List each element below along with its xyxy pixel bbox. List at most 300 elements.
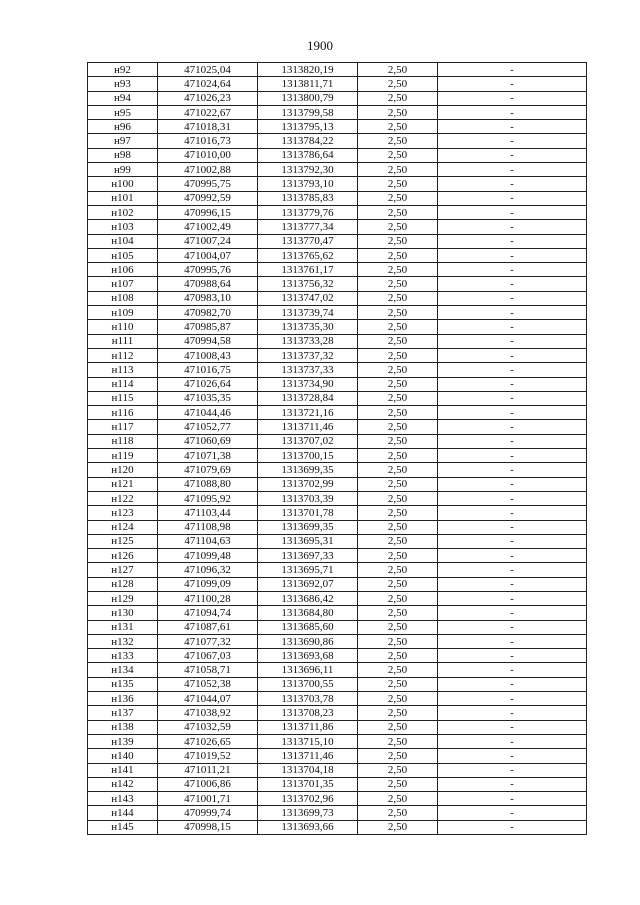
accuracy-cell: 2,50	[358, 63, 438, 77]
point-id-cell: н130	[88, 606, 158, 620]
x-coordinate-cell: 471099,48	[158, 549, 258, 563]
point-id-cell: н129	[88, 591, 158, 605]
accuracy-cell: 2,50	[358, 734, 438, 748]
y-coordinate-cell: 1313699,35	[258, 520, 358, 534]
table-row	[88, 148, 587, 162]
point-id-cell: н118	[88, 434, 158, 448]
accuracy-cell: 2,50	[358, 563, 438, 577]
table-row	[88, 234, 587, 248]
point-id-cell: н123	[88, 506, 158, 520]
y-coordinate-cell: 1313747,02	[258, 291, 358, 305]
table-row	[88, 120, 587, 134]
notes-cell: -	[438, 777, 587, 791]
notes-cell: -	[438, 692, 587, 706]
table-row	[88, 777, 587, 791]
table-row	[88, 763, 587, 777]
point-id-cell: н120	[88, 463, 158, 477]
point-id-cell: н135	[88, 677, 158, 691]
point-id-cell: н105	[88, 248, 158, 262]
table-row	[88, 163, 587, 177]
table-row	[88, 606, 587, 620]
notes-cell: -	[438, 549, 587, 563]
y-coordinate-cell: 1313737,32	[258, 348, 358, 362]
accuracy-cell: 2,50	[358, 377, 438, 391]
accuracy-cell: 2,50	[358, 191, 438, 205]
point-id-cell: н93	[88, 77, 158, 91]
table-row	[88, 806, 587, 820]
accuracy-cell: 2,50	[358, 391, 438, 405]
table-row	[88, 706, 587, 720]
notes-cell: -	[438, 348, 587, 362]
y-coordinate-cell: 1313686,42	[258, 591, 358, 605]
notes-cell: -	[438, 420, 587, 434]
accuracy-cell: 2,50	[358, 406, 438, 420]
accuracy-cell: 2,50	[358, 792, 438, 806]
point-id-cell: н128	[88, 577, 158, 591]
x-coordinate-cell: 471024,64	[158, 77, 258, 91]
notes-cell: -	[438, 663, 587, 677]
x-coordinate-cell: 471032,59	[158, 720, 258, 734]
accuracy-cell: 2,50	[358, 706, 438, 720]
point-id-cell: н124	[88, 520, 158, 534]
x-coordinate-cell: 471004,07	[158, 248, 258, 262]
y-coordinate-cell: 1313733,28	[258, 334, 358, 348]
table-row	[88, 491, 587, 505]
x-coordinate-cell: 471096,32	[158, 563, 258, 577]
accuracy-cell: 2,50	[358, 291, 438, 305]
x-coordinate-cell: 471104,63	[158, 534, 258, 548]
table-row	[88, 692, 587, 706]
notes-cell: -	[438, 591, 587, 605]
accuracy-cell: 2,50	[358, 277, 438, 291]
y-coordinate-cell: 1313692,07	[258, 577, 358, 591]
table-row	[88, 620, 587, 634]
accuracy-cell: 2,50	[358, 306, 438, 320]
x-coordinate-cell: 471001,71	[158, 792, 258, 806]
table-row	[88, 134, 587, 148]
x-coordinate-cell: 471103,44	[158, 506, 258, 520]
notes-cell: -	[438, 177, 587, 191]
accuracy-cell: 2,50	[358, 449, 438, 463]
notes-cell: -	[438, 534, 587, 548]
point-id-cell: н133	[88, 649, 158, 663]
notes-cell: -	[438, 134, 587, 148]
notes-cell: -	[438, 491, 587, 505]
point-id-cell: н136	[88, 692, 158, 706]
table-row	[88, 420, 587, 434]
accuracy-cell: 2,50	[358, 491, 438, 505]
y-coordinate-cell: 1313761,17	[258, 263, 358, 277]
table-row	[88, 563, 587, 577]
y-coordinate-cell: 1313785,83	[258, 191, 358, 205]
y-coordinate-cell: 1313715,10	[258, 734, 358, 748]
x-coordinate-cell: 471016,75	[158, 363, 258, 377]
y-coordinate-cell: 1313756,32	[258, 277, 358, 291]
notes-cell: -	[438, 620, 587, 634]
table-row	[88, 734, 587, 748]
notes-cell: -	[438, 320, 587, 334]
point-id-cell: н132	[88, 634, 158, 648]
y-coordinate-cell: 1313711,86	[258, 720, 358, 734]
accuracy-cell: 2,50	[358, 91, 438, 105]
table-row	[88, 263, 587, 277]
y-coordinate-cell: 1313799,58	[258, 105, 358, 119]
accuracy-cell: 2,50	[358, 77, 438, 91]
y-coordinate-cell: 1313699,73	[258, 806, 358, 820]
x-coordinate-cell: 471010,00	[158, 148, 258, 162]
notes-cell: -	[438, 277, 587, 291]
notes-cell: -	[438, 63, 587, 77]
notes-cell: -	[438, 449, 587, 463]
x-coordinate-cell: 471077,32	[158, 634, 258, 648]
point-id-cell: н112	[88, 348, 158, 362]
y-coordinate-cell: 1313793,10	[258, 177, 358, 191]
table-row	[88, 449, 587, 463]
x-coordinate-cell: 471022,67	[158, 105, 258, 119]
accuracy-cell: 2,50	[358, 420, 438, 434]
notes-cell: -	[438, 363, 587, 377]
y-coordinate-cell: 1313702,99	[258, 477, 358, 491]
x-coordinate-cell: 471026,64	[158, 377, 258, 391]
accuracy-cell: 2,50	[358, 506, 438, 520]
table-row	[88, 63, 587, 77]
accuracy-cell: 2,50	[358, 720, 438, 734]
notes-cell: -	[438, 163, 587, 177]
x-coordinate-cell: 470988,64	[158, 277, 258, 291]
x-coordinate-cell: 471008,43	[158, 348, 258, 362]
point-id-cell: н99	[88, 163, 158, 177]
point-id-cell: н98	[88, 148, 158, 162]
x-coordinate-cell: 471038,92	[158, 706, 258, 720]
table-row	[88, 677, 587, 691]
point-id-cell: н125	[88, 534, 158, 548]
table-row	[88, 520, 587, 534]
accuracy-cell: 2,50	[358, 248, 438, 262]
table-row	[88, 191, 587, 205]
accuracy-cell: 2,50	[358, 591, 438, 605]
table-row	[88, 577, 587, 591]
point-id-cell: н131	[88, 620, 158, 634]
x-coordinate-cell: 470995,75	[158, 177, 258, 191]
x-coordinate-cell: 471016,73	[158, 134, 258, 148]
y-coordinate-cell: 1313702,96	[258, 792, 358, 806]
x-coordinate-cell: 471006,86	[158, 777, 258, 791]
x-coordinate-cell: 471079,69	[158, 463, 258, 477]
point-id-cell: н117	[88, 420, 158, 434]
y-coordinate-cell: 1313721,16	[258, 406, 358, 420]
table-row	[88, 649, 587, 663]
x-coordinate-cell: 470982,70	[158, 306, 258, 320]
y-coordinate-cell: 1313700,55	[258, 677, 358, 691]
y-coordinate-cell: 1313685,60	[258, 620, 358, 634]
y-coordinate-cell: 1313765,62	[258, 248, 358, 262]
y-coordinate-cell: 1313700,15	[258, 449, 358, 463]
y-coordinate-cell: 1313703,78	[258, 692, 358, 706]
accuracy-cell: 2,50	[358, 220, 438, 234]
notes-cell: -	[438, 477, 587, 491]
table-row	[88, 534, 587, 548]
table-row	[88, 377, 587, 391]
x-coordinate-cell: 471087,61	[158, 620, 258, 634]
notes-cell: -	[438, 191, 587, 205]
table-row	[88, 291, 587, 305]
y-coordinate-cell: 1313777,34	[258, 220, 358, 234]
accuracy-cell: 2,50	[358, 177, 438, 191]
accuracy-cell: 2,50	[358, 606, 438, 620]
x-coordinate-cell: 471052,38	[158, 677, 258, 691]
point-id-cell: н139	[88, 734, 158, 748]
table-row	[88, 177, 587, 191]
x-coordinate-cell: 471025,04	[158, 63, 258, 77]
x-coordinate-cell: 471100,28	[158, 591, 258, 605]
point-id-cell: н144	[88, 806, 158, 820]
y-coordinate-cell: 1313703,39	[258, 491, 358, 505]
y-coordinate-cell: 1313811,71	[258, 77, 358, 91]
table-row	[88, 105, 587, 119]
page-number: 1900	[307, 38, 333, 53]
notes-cell: -	[438, 720, 587, 734]
accuracy-cell: 2,50	[358, 806, 438, 820]
y-coordinate-cell: 1313690,86	[258, 634, 358, 648]
x-coordinate-cell: 470992,59	[158, 191, 258, 205]
point-id-cell: н116	[88, 406, 158, 420]
y-coordinate-cell: 1313800,79	[258, 91, 358, 105]
x-coordinate-cell: 470999,74	[158, 806, 258, 820]
notes-cell: -	[438, 148, 587, 162]
x-coordinate-cell: 471011,21	[158, 763, 258, 777]
y-coordinate-cell: 1313696,11	[258, 663, 358, 677]
point-id-cell: н137	[88, 706, 158, 720]
notes-cell: -	[438, 734, 587, 748]
table-row	[88, 749, 587, 763]
notes-cell: -	[438, 677, 587, 691]
point-id-cell: н108	[88, 291, 158, 305]
point-id-cell: н101	[88, 191, 158, 205]
x-coordinate-cell: 471095,92	[158, 491, 258, 505]
notes-cell: -	[438, 820, 587, 834]
x-coordinate-cell: 471007,24	[158, 234, 258, 248]
accuracy-cell: 2,50	[358, 549, 438, 563]
x-coordinate-cell: 471071,38	[158, 449, 258, 463]
point-id-cell: н142	[88, 777, 158, 791]
table-row	[88, 720, 587, 734]
notes-cell: -	[438, 706, 587, 720]
y-coordinate-cell: 1313701,78	[258, 506, 358, 520]
table-row	[88, 334, 587, 348]
accuracy-cell: 2,50	[358, 134, 438, 148]
accuracy-cell: 2,50	[358, 577, 438, 591]
notes-cell: -	[438, 234, 587, 248]
notes-cell: -	[438, 563, 587, 577]
accuracy-cell: 2,50	[358, 634, 438, 648]
x-coordinate-cell: 471002,88	[158, 163, 258, 177]
point-id-cell: н106	[88, 263, 158, 277]
notes-cell: -	[438, 577, 587, 591]
table-row	[88, 792, 587, 806]
y-coordinate-cell: 1313784,22	[258, 134, 358, 148]
accuracy-cell: 2,50	[358, 749, 438, 763]
point-id-cell: н110	[88, 320, 158, 334]
table-row	[88, 820, 587, 834]
table-row	[88, 663, 587, 677]
y-coordinate-cell: 1313795,13	[258, 120, 358, 134]
x-coordinate-cell: 471044,46	[158, 406, 258, 420]
x-coordinate-cell: 471035,35	[158, 391, 258, 405]
accuracy-cell: 2,50	[358, 520, 438, 534]
point-id-cell: н111	[88, 334, 158, 348]
accuracy-cell: 2,50	[358, 363, 438, 377]
y-coordinate-cell: 1313707,02	[258, 434, 358, 448]
table-row	[88, 477, 587, 491]
table-row	[88, 248, 587, 262]
point-id-cell: н94	[88, 91, 158, 105]
y-coordinate-cell: 1313695,71	[258, 563, 358, 577]
table-row	[88, 91, 587, 105]
table-row	[88, 220, 587, 234]
point-id-cell: н143	[88, 792, 158, 806]
x-coordinate-cell: 471060,69	[158, 434, 258, 448]
x-coordinate-cell: 470983,10	[158, 291, 258, 305]
table-row	[88, 77, 587, 91]
notes-cell: -	[438, 91, 587, 105]
point-id-cell: н145	[88, 820, 158, 834]
table-row	[88, 277, 587, 291]
x-coordinate-cell: 471026,65	[158, 734, 258, 748]
table-row	[88, 363, 587, 377]
y-coordinate-cell: 1313728,84	[258, 391, 358, 405]
notes-cell: -	[438, 649, 587, 663]
notes-cell: -	[438, 749, 587, 763]
notes-cell: -	[438, 105, 587, 119]
table-row	[88, 549, 587, 563]
point-id-cell: н126	[88, 549, 158, 563]
x-coordinate-cell: 471019,52	[158, 749, 258, 763]
point-id-cell: н102	[88, 205, 158, 219]
y-coordinate-cell: 1313739,74	[258, 306, 358, 320]
accuracy-cell: 2,50	[358, 120, 438, 134]
y-coordinate-cell: 1313792,30	[258, 163, 358, 177]
notes-cell: -	[438, 377, 587, 391]
accuracy-cell: 2,50	[358, 477, 438, 491]
x-coordinate-cell: 471094,74	[158, 606, 258, 620]
table-row	[88, 506, 587, 520]
y-coordinate-cell: 1313737,33	[258, 363, 358, 377]
point-id-cell: н96	[88, 120, 158, 134]
notes-cell: -	[438, 506, 587, 520]
accuracy-cell: 2,50	[358, 148, 438, 162]
notes-cell: -	[438, 391, 587, 405]
x-coordinate-cell: 471018,31	[158, 120, 258, 134]
accuracy-cell: 2,50	[358, 334, 438, 348]
point-id-cell: н121	[88, 477, 158, 491]
point-id-cell: н109	[88, 306, 158, 320]
notes-cell: -	[438, 263, 587, 277]
point-id-cell: н122	[88, 491, 158, 505]
table-row	[88, 205, 587, 219]
y-coordinate-cell: 1313697,33	[258, 549, 358, 563]
point-id-cell: н95	[88, 105, 158, 119]
notes-cell: -	[438, 248, 587, 262]
table-row	[88, 634, 587, 648]
y-coordinate-cell: 1313820,19	[258, 63, 358, 77]
table-row	[88, 463, 587, 477]
point-id-cell: н141	[88, 763, 158, 777]
notes-cell: -	[438, 634, 587, 648]
point-id-cell: н97	[88, 134, 158, 148]
notes-cell: -	[438, 520, 587, 534]
notes-cell: -	[438, 77, 587, 91]
y-coordinate-cell: 1313734,90	[258, 377, 358, 391]
x-coordinate-cell: 471108,98	[158, 520, 258, 534]
y-coordinate-cell: 1313695,31	[258, 534, 358, 548]
accuracy-cell: 2,50	[358, 205, 438, 219]
table-row	[88, 591, 587, 605]
table-row	[88, 348, 587, 362]
accuracy-cell: 2,50	[358, 163, 438, 177]
x-coordinate-cell: 471044,07	[158, 692, 258, 706]
y-coordinate-cell: 1313770,47	[258, 234, 358, 248]
accuracy-cell: 2,50	[358, 677, 438, 691]
table-row	[88, 320, 587, 334]
x-coordinate-cell: 470985,87	[158, 320, 258, 334]
accuracy-cell: 2,50	[358, 663, 438, 677]
x-coordinate-cell: 471002,49	[158, 220, 258, 234]
notes-cell: -	[438, 806, 587, 820]
point-id-cell: н115	[88, 391, 158, 405]
point-id-cell: н119	[88, 449, 158, 463]
point-id-cell: н140	[88, 749, 158, 763]
y-coordinate-cell: 1313684,80	[258, 606, 358, 620]
point-id-cell: н107	[88, 277, 158, 291]
accuracy-cell: 2,50	[358, 692, 438, 706]
accuracy-cell: 2,50	[358, 649, 438, 663]
x-coordinate-cell: 471026,23	[158, 91, 258, 105]
notes-cell: -	[438, 606, 587, 620]
notes-cell: -	[438, 220, 587, 234]
x-coordinate-cell: 471099,09	[158, 577, 258, 591]
y-coordinate-cell: 1313711,46	[258, 420, 358, 434]
y-coordinate-cell: 1313704,18	[258, 763, 358, 777]
x-coordinate-cell: 470998,15	[158, 820, 258, 834]
point-id-cell: н138	[88, 720, 158, 734]
notes-cell: -	[438, 120, 587, 134]
table-row	[88, 434, 587, 448]
y-coordinate-cell: 1313779,76	[258, 205, 358, 219]
accuracy-cell: 2,50	[358, 434, 438, 448]
coordinates-table	[87, 62, 587, 835]
accuracy-cell: 2,50	[358, 105, 438, 119]
accuracy-cell: 2,50	[358, 463, 438, 477]
accuracy-cell: 2,50	[358, 348, 438, 362]
point-id-cell: н103	[88, 220, 158, 234]
x-coordinate-cell: 470996,15	[158, 205, 258, 219]
notes-cell: -	[438, 792, 587, 806]
accuracy-cell: 2,50	[358, 620, 438, 634]
y-coordinate-cell: 1313735,30	[258, 320, 358, 334]
point-id-cell: н113	[88, 363, 158, 377]
notes-cell: -	[438, 306, 587, 320]
point-id-cell: н92	[88, 63, 158, 77]
x-coordinate-cell: 471058,71	[158, 663, 258, 677]
notes-cell: -	[438, 205, 587, 219]
x-coordinate-cell: 471067,03	[158, 649, 258, 663]
notes-cell: -	[438, 334, 587, 348]
y-coordinate-cell: 1313693,68	[258, 649, 358, 663]
table-row	[88, 406, 587, 420]
point-id-cell: н104	[88, 234, 158, 248]
y-coordinate-cell: 1313786,64	[258, 148, 358, 162]
notes-cell: -	[438, 406, 587, 420]
